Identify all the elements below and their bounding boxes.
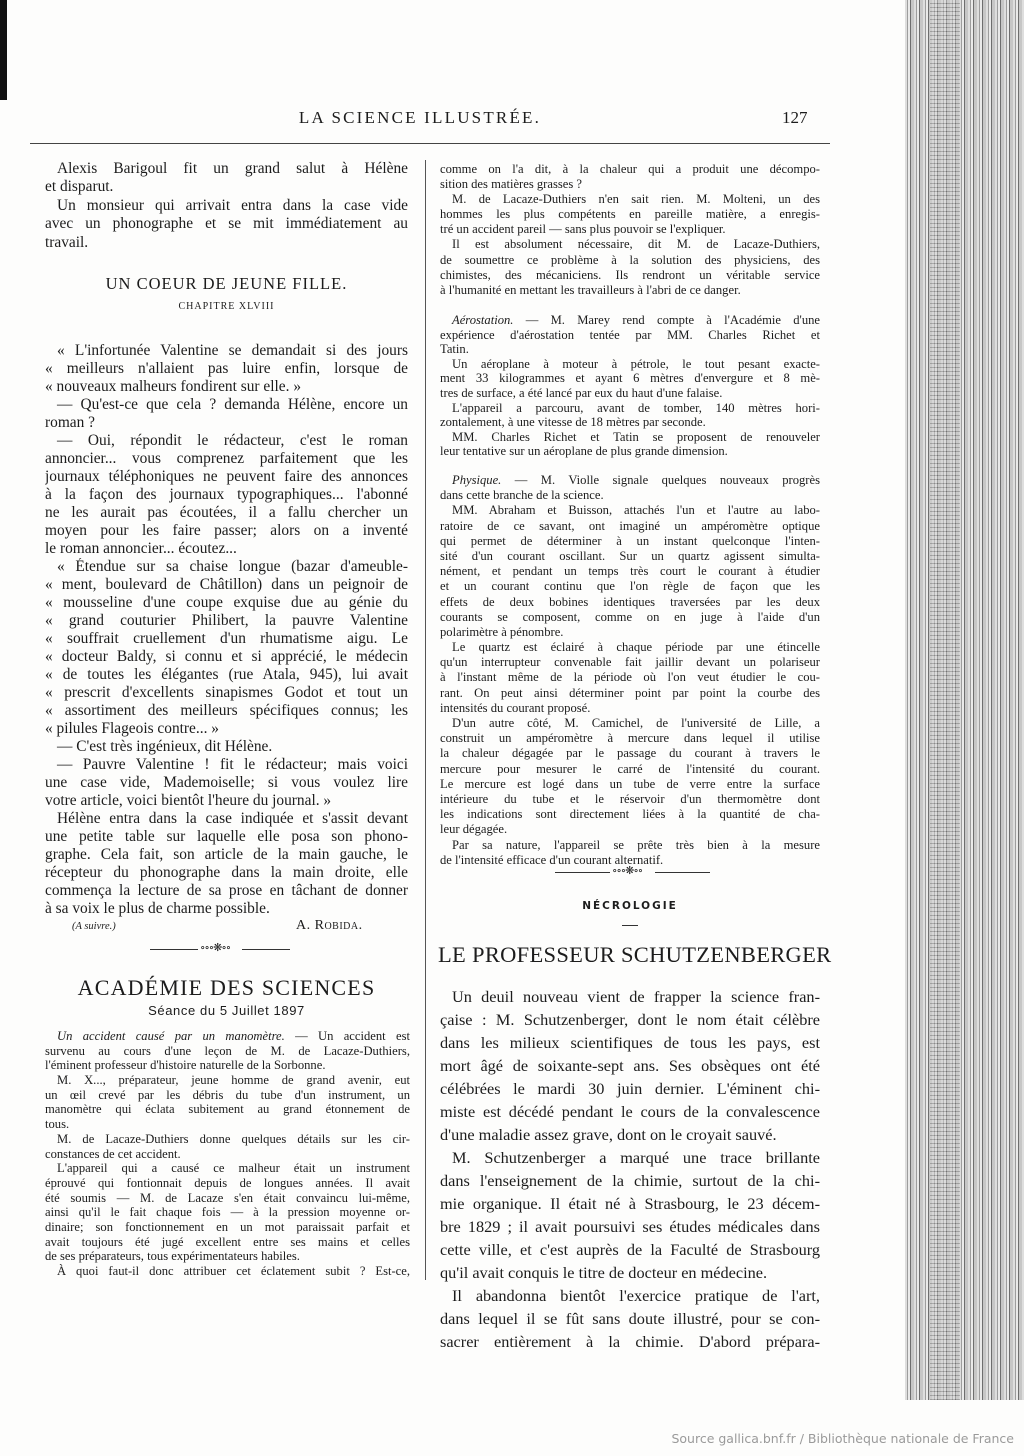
text-line: — Oui, répondit le rédacteur, c'est le roman: [57, 432, 408, 449]
text-line: [440, 313, 820, 328]
text-line: dans lequel il se fût sans doute illustré, pour se con-: [440, 1309, 820, 1328]
text-line: — Pauvre Valentine ! fit le rédacteur; mais voici: [57, 756, 408, 773]
text-line: « pilules Flageois contre... »: [45, 720, 219, 737]
story-body: [45, 342, 408, 918]
italic-lead: Aérostation.: [452, 313, 514, 327]
text-line: mercure pour mesurer le carré de l'intensité du courant.: [440, 761, 820, 776]
paragraph: [440, 430, 820, 459]
text-line: dans cette branche de la science.: [440, 488, 604, 503]
text-line: qui permet de déterminer à un instant quelconque l'inten-: [440, 533, 820, 548]
text-line: avec un phonographe et se mit immédiatement au: [45, 215, 408, 233]
text-line: récepteur du phonographe dans la main droite, elle: [45, 864, 408, 881]
page-binding-texture: [930, 0, 960, 1400]
text-line: les indications sont directement liées à la quantité de cha-: [440, 807, 820, 822]
text-line: Par sa nature, l'appareil se prête très bien à la mesure: [452, 837, 820, 852]
text-line: nément, et pendant un temps très court le courant à étudier: [440, 564, 820, 579]
text-line: bre 1829 ; il avait poursuivi ses études médicales dans: [440, 1217, 820, 1236]
text-line: roman ?: [45, 414, 95, 431]
paragraph: [45, 1264, 410, 1279]
academie-report-continued: [440, 162, 820, 298]
paragraph: [45, 1132, 410, 1161]
text-line: Le mercure est logé dans un tube de verre entre la surface: [440, 776, 820, 791]
text-line: L'appareil a parcouru, avant de tomber, 140 mètres hori-: [452, 400, 820, 415]
paragraph: [45, 558, 408, 738]
text-line: été soumis — M. de Lacaze s'en était convaincu lui-même,: [45, 1190, 410, 1205]
text-line: célébrées le mardi 30 juin dernier. L'éminent chi-: [440, 1079, 820, 1098]
text-line: Il abandonna bientôt l'exercice pratique de l'art,: [452, 1286, 820, 1305]
text-line: polarimètre à pénombre.: [440, 624, 564, 639]
paragraph: [440, 985, 820, 1146]
text-line: sition des matières grasses ?: [440, 177, 582, 192]
text-line: éprouvé qui fontionnait depuis de longues années. Il avait: [45, 1175, 410, 1190]
text-line: « de toutes les élégantes (rue Atala, 945), lui avait: [45, 666, 408, 683]
text-line: « L'infortunée Valentine se demandait si des jours: [57, 342, 408, 359]
paragraph: [440, 192, 820, 237]
text-line: moyen pour les faire passer; alors on a inventé: [45, 522, 408, 539]
text-line: mie organique. Il était né à Strasbourg, le 23 décem-: [440, 1194, 820, 1213]
text-line: ainsi qu'il le fait chaque fois — à la pression moyenne or-: [45, 1205, 410, 1220]
short-rule: [622, 925, 638, 926]
section-ornament: [555, 867, 710, 877]
text-line: Le quartz est éclairé à chaque période par une étincelle: [452, 640, 820, 655]
text-line: Alexis Barigoul fit un grand salut à Hélène: [57, 160, 408, 177]
text-line: effets de deux bobines identiques traversées par les deux: [440, 594, 820, 609]
text-line: « nouveaux malheurs fondirent sur elle. »: [45, 378, 302, 395]
text-line: ne les aurait pas écoutées, il a fallu chercher un: [45, 504, 408, 521]
text-line: tres de surface, a été lancé par eux du haut d'une falaise.: [440, 385, 723, 400]
paragraph: [440, 716, 820, 838]
text-line: MM. Abraham et Buisson, attachés l'un et l'autre au labo-: [452, 503, 820, 518]
paragraph: [45, 738, 408, 756]
ornament-knot-icon: ∘∘∘❋∘∘: [200, 942, 231, 954]
italic-lead: Un accident causé par un manomètre.: [57, 1029, 285, 1043]
text-line: d'une maladie assez grave, dont on le croyait sauvé.: [440, 1125, 777, 1144]
text-line: de soumettre ce problème à la solution des physiciens, des: [440, 252, 820, 267]
story-title: UN COEUR DE JEUNE FILLE.: [105, 274, 348, 293]
text-line: et disparut.: [45, 178, 114, 196]
text-line: M. Schutzenberger a marqué une trace brillante: [452, 1148, 820, 1167]
text-line: À quoi faut-il donc attribuer cet éclatement subit ? Est-ce,: [57, 1264, 410, 1278]
text-line: qu'il avait conquis le titre de docteur en médecine.: [440, 1263, 768, 1282]
text-line: avait toujours été jugé excellent entre ses mains et celles: [45, 1234, 410, 1249]
text-line: [440, 473, 820, 488]
text-line: tré un accident pareil — sans plus pouvoir se l'expliquer.: [440, 222, 726, 237]
paragraph: [45, 396, 408, 432]
text-line: dinaire; son fonctionnement en un mot paraissait parfait et: [45, 1219, 410, 1234]
text-line: « mousseline d'une coupe exquise due au génie du: [45, 594, 408, 611]
text-line: sité d'un courant oscillant. Sur un quartz agissent simulta-: [440, 548, 820, 563]
text-line: à l'instant même de la période où l'on veut étudier le cou-: [440, 670, 820, 685]
chapter-heading: CHAPITRE XLVIII: [178, 301, 275, 312]
text-line: de ses préparateurs, tous expérimentateurs habiles.: [45, 1249, 300, 1264]
text-line: « grand couturier Philibert, la pauvre Valentine: [45, 612, 408, 629]
text-line: « ment, boulevard de Châtillon) dans un peignoir de: [45, 576, 408, 593]
paragraph: [440, 357, 820, 401]
academie-report: [45, 1029, 410, 1279]
text-line: L'appareil qui a causé ce malheur était un instrument: [57, 1161, 410, 1176]
ornament-knot-icon: ∘∘∘❋∘∘: [612, 865, 643, 877]
text-line: le roman annoncier... écoutez...: [45, 540, 237, 557]
obituary-title: LE PROFESSEUR SCHUTZENBERGER: [438, 942, 832, 967]
text-line: Tatin.: [440, 342, 469, 357]
text-line: à sa voix le plus de charme possible.: [45, 900, 270, 917]
text-line: D'un autre côté, M. Camichel, de l'université de Lille, a: [452, 716, 820, 730]
text-line: miste est décédé pendant le cours de la convalescence: [440, 1102, 820, 1121]
text-line: expérience d'aérostation tentée par MM. Charles Richet et: [440, 327, 820, 342]
text-line: « docteur Baldy, si connu et si apprécié, le médecin: [45, 648, 408, 665]
text-line: courants se composent, comme on en juge à l'aide d'un: [440, 609, 820, 624]
author-signature: A. Robida.: [296, 918, 363, 933]
paragraph: [440, 640, 820, 716]
text-line: — Qu'est-ce que cela ? demanda Hélène, encore un: [57, 396, 408, 413]
text-line: « souffrait cruellement d'un rhumatisme aigu. Le: [45, 630, 408, 647]
text-line: graphe. Cela fait, son article de la main gauche, le: [45, 846, 408, 863]
paragraph: [440, 503, 820, 640]
text-line: leur tentative sur un aéroplane de plus grande dimension.: [440, 444, 728, 459]
text-line: journaux téléphoniques ne peuvent faire des annonces: [45, 468, 408, 485]
text-line: une case vide, Mademoiselle; si vous voulez lire: [45, 774, 408, 791]
text-line: un œil crevé par les débris du tube d'un instrument, un: [45, 1087, 410, 1102]
text-line: M. de Lacaze-Duthiers donne quelques détails sur les cir-: [57, 1131, 410, 1146]
paragraph: [440, 313, 820, 357]
paragraph: [45, 810, 408, 918]
text-line: l'éminent professeur d'histoire naturelle de la Sorbonne.: [45, 1058, 326, 1073]
academie-title: ACADÉMIE DES SCIENCES: [77, 975, 376, 1000]
paragraph: [45, 342, 408, 396]
paragraph: [440, 473, 820, 503]
text-line: mort âgé de soixante-sept ans. Ses obsèques ont été: [440, 1056, 820, 1075]
text-line: et un courant continu que l'on règle de façon que les: [440, 579, 820, 594]
text-line: votre article, voici bientôt l'heure du journal. »: [45, 792, 332, 809]
text-line: à la façon des journaux typographiques... l'abonné: [45, 486, 408, 503]
text-line: commença la lecture de sa prose en tâchant de donner: [45, 882, 408, 899]
text-line: hommes les plus compétents en pareille matière, a enregis-: [440, 207, 820, 222]
text-line: survenu au cours d'une leçon de M. de Lacaze-Duthiers,: [45, 1043, 410, 1058]
paragraph: [440, 401, 820, 430]
paragraph: [45, 756, 408, 810]
running-header-title: LA SCIENCE ILLUSTRÉE.: [298, 108, 542, 127]
paragraph: [440, 237, 820, 297]
text-line: construit un ampéromètre à mercure dans lequel il utilise: [440, 731, 820, 746]
text-line: « prescrit d'excellents sinapismes Godot et tout un: [45, 684, 408, 701]
scan-edge-mark: [0, 0, 7, 100]
text-line: une petite table sur laquelle elle posa son phono-: [45, 828, 408, 845]
obituary-body: [440, 985, 820, 1353]
text-line: [45, 1029, 410, 1044]
story-intro: [45, 160, 408, 252]
line-text: — M. Violle signale quelques nouveaux progrès: [501, 473, 820, 487]
text-line: « meilleurs n'allaient pas luire enfin, lorsque de: [45, 360, 408, 377]
text-line: Il est absolument nécessaire, dit M. de Lacaze-Duthiers,: [452, 237, 820, 252]
text-line: cette ville, et c'est auprès de la Faculté de Strasbourg: [440, 1240, 820, 1259]
text-line: qu'un interrupteur convenable fait jaillir devant un polariseur: [440, 655, 820, 670]
paragraph: [440, 1146, 820, 1284]
text-line: la chaleur dégagée par le passage du courant à travers le: [440, 746, 820, 761]
text-line: travail.: [45, 233, 89, 251]
to-be-continued: (A suivre.): [72, 921, 116, 932]
text-line: MM. Charles Richet et Tatin se proposent de renouveler: [452, 429, 820, 444]
text-line: M. de Lacaze-Duthiers n'en sait rien. M. Molteni, un des: [452, 192, 820, 207]
text-line: chimistes, des mécaniciens. Ils rendront un véritable service: [440, 267, 820, 282]
seance-date: Séance du 5 Juillet 1897: [148, 1003, 305, 1018]
text-line: tous.: [45, 1117, 70, 1132]
text-line: constances de cet accident.: [45, 1146, 181, 1161]
text-line: comme on l'a dit, à la chaleur qui a produit une décompo-: [440, 162, 820, 176]
paragraph: [45, 1029, 410, 1073]
paragraph: [45, 1161, 410, 1264]
line-text: — Un accident est: [284, 1029, 410, 1043]
text-line: dans les milieux scientifiques de tous les pays, est: [440, 1033, 820, 1052]
text-line: manomètre qui éclata subitement au grand étonnement de: [45, 1102, 410, 1117]
text-line: çaise : M. Schutzenberger, dont le nom était célèbre: [440, 1010, 820, 1029]
paragraph: [440, 162, 820, 192]
text-line: rant. On peut ainsi déterminer point par point la courbe des: [440, 685, 820, 700]
physique-report: [440, 473, 820, 868]
text-line: dans l'enseignement de la chimie, surtout de la chi-: [440, 1171, 820, 1190]
text-line: ment 33 kilogrammes et ayant 6 mètres d'envergure et 8 mè-: [440, 371, 820, 386]
text-line: de l'intensité efficace d'un courant alternatif.: [440, 852, 664, 867]
line-text: — M. Marey rend compte à l'Académie d'une: [513, 313, 820, 327]
text-line: à l'humanité en mettant les travailleurs à l'abri de ce danger.: [440, 282, 741, 297]
text-line: intérieure du tube et le réservoir d'un thermomètre dont: [440, 791, 820, 806]
text-line: Un monsieur qui arrivait entra dans la case vide: [57, 196, 408, 214]
text-line: Hélène entra dans la case indiquée et s'assit devant: [57, 810, 408, 827]
page-number: 127: [782, 108, 808, 127]
paragraph: [45, 160, 408, 197]
column-divider: [425, 160, 426, 1280]
paragraph: [440, 1284, 820, 1353]
text-line: annoncier... vous comprenez parfaitement que les: [45, 450, 408, 467]
paragraph: [45, 432, 408, 558]
page-binding-edge: [905, 0, 1024, 1400]
text-line: zontalement, à une vitesse de 18 mètres par seconde.: [440, 415, 706, 430]
text-line: intensités du courant proposé.: [440, 700, 591, 715]
header-rule: [30, 143, 830, 144]
section-ornament: [150, 944, 290, 954]
paragraph: [45, 197, 408, 252]
source-attribution: Source gallica.bnf.fr / Bibliothèque nationale de France: [671, 1431, 1014, 1446]
text-line: « Étendue sur sa chaise longue (bazar d'ameuble-: [57, 558, 408, 575]
necrologie-label: NÉCROLOGIE: [582, 900, 678, 912]
paragraph: [45, 1073, 410, 1132]
text-line: M. X..., préparateur, jeune homme de grand avenir, eut: [57, 1073, 410, 1088]
aerostation-report: [440, 313, 820, 459]
text-line: — C'est très ingénieux, dit Hélène.: [57, 738, 273, 755]
text-line: leur dégagée.: [440, 822, 508, 837]
text-line: « assortiment des meilleurs spécifiques connus; les: [45, 702, 408, 719]
text-line: sacrer entièrement à la chimie. D'abord prépara-: [440, 1332, 820, 1351]
italic-lead: Physique.: [452, 473, 502, 487]
text-line: Un aéroplane à moteur à pétrole, le tout pesant exacte-: [452, 356, 820, 371]
text-line: Un deuil nouveau vient de frapper la science fran-: [452, 987, 820, 1006]
text-line: ratoire de ce savant, ont imaginé un ampéromètre optique: [440, 518, 820, 533]
